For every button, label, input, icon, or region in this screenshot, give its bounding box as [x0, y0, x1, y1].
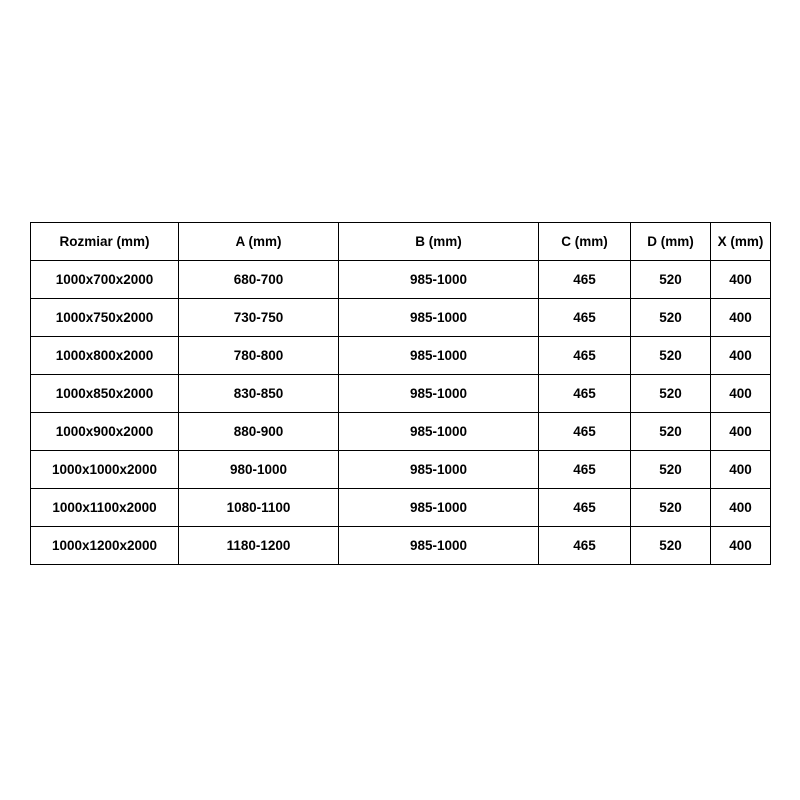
cell-c: 465	[539, 489, 631, 527]
table-row	[31, 375, 771, 413]
cell-size: 1000x1000x2000	[31, 451, 179, 489]
cell-size: 1000x1100x2000	[31, 489, 179, 527]
cell-a: 880-900	[179, 413, 339, 451]
cell-b: 985-1000	[339, 413, 539, 451]
cell-x: 400	[711, 261, 771, 299]
cell-a: 780-800	[179, 337, 339, 375]
cell-a: 1180-1200	[179, 527, 339, 565]
cell-d: 520	[631, 337, 711, 375]
cell-b: 985-1000	[339, 527, 539, 565]
cell-a: 730-750	[179, 299, 339, 337]
column-header-b: B (mm)	[339, 223, 539, 261]
cell-c: 465	[539, 451, 631, 489]
cell-c: 465	[539, 299, 631, 337]
column-header-d: D (mm)	[631, 223, 711, 261]
cell-c: 465	[539, 413, 631, 451]
cell-x: 400	[711, 337, 771, 375]
cell-b: 985-1000	[339, 451, 539, 489]
cell-d: 520	[631, 413, 711, 451]
cell-c: 465	[539, 261, 631, 299]
cell-x: 400	[711, 489, 771, 527]
cell-d: 520	[631, 489, 711, 527]
specification-table	[30, 222, 771, 565]
cell-b: 985-1000	[339, 261, 539, 299]
column-header-x: X (mm)	[711, 223, 771, 261]
cell-x: 400	[711, 527, 771, 565]
cell-a: 980-1000	[179, 451, 339, 489]
cell-size: 1000x800x2000	[31, 337, 179, 375]
cell-size: 1000x750x2000	[31, 299, 179, 337]
cell-a: 1080-1100	[179, 489, 339, 527]
cell-d: 520	[631, 375, 711, 413]
column-header-c: C (mm)	[539, 223, 631, 261]
cell-c: 465	[539, 337, 631, 375]
cell-size: 1000x900x2000	[31, 413, 179, 451]
cell-b: 985-1000	[339, 337, 539, 375]
cell-x: 400	[711, 299, 771, 337]
specification-table-container	[30, 222, 770, 565]
table-row	[31, 261, 771, 299]
cell-c: 465	[539, 375, 631, 413]
cell-a: 680-700	[179, 261, 339, 299]
cell-x: 400	[711, 413, 771, 451]
cell-b: 985-1000	[339, 375, 539, 413]
table-body	[31, 261, 771, 565]
column-header-a: A (mm)	[179, 223, 339, 261]
cell-x: 400	[711, 375, 771, 413]
cell-d: 520	[631, 451, 711, 489]
table-row	[31, 337, 771, 375]
table-row	[31, 451, 771, 489]
table-header	[31, 223, 771, 261]
table-row	[31, 413, 771, 451]
table-row	[31, 527, 771, 565]
table-row	[31, 489, 771, 527]
column-header-rozmiar: Rozmiar (mm)	[31, 223, 179, 261]
table-row	[31, 299, 771, 337]
cell-a: 830-850	[179, 375, 339, 413]
table-header-row	[31, 223, 771, 261]
cell-x: 400	[711, 451, 771, 489]
cell-d: 520	[631, 299, 711, 337]
cell-size: 1000x1200x2000	[31, 527, 179, 565]
cell-b: 985-1000	[339, 489, 539, 527]
cell-d: 520	[631, 261, 711, 299]
cell-b: 985-1000	[339, 299, 539, 337]
cell-d: 520	[631, 527, 711, 565]
cell-c: 465	[539, 527, 631, 565]
cell-size: 1000x700x2000	[31, 261, 179, 299]
cell-size: 1000x850x2000	[31, 375, 179, 413]
